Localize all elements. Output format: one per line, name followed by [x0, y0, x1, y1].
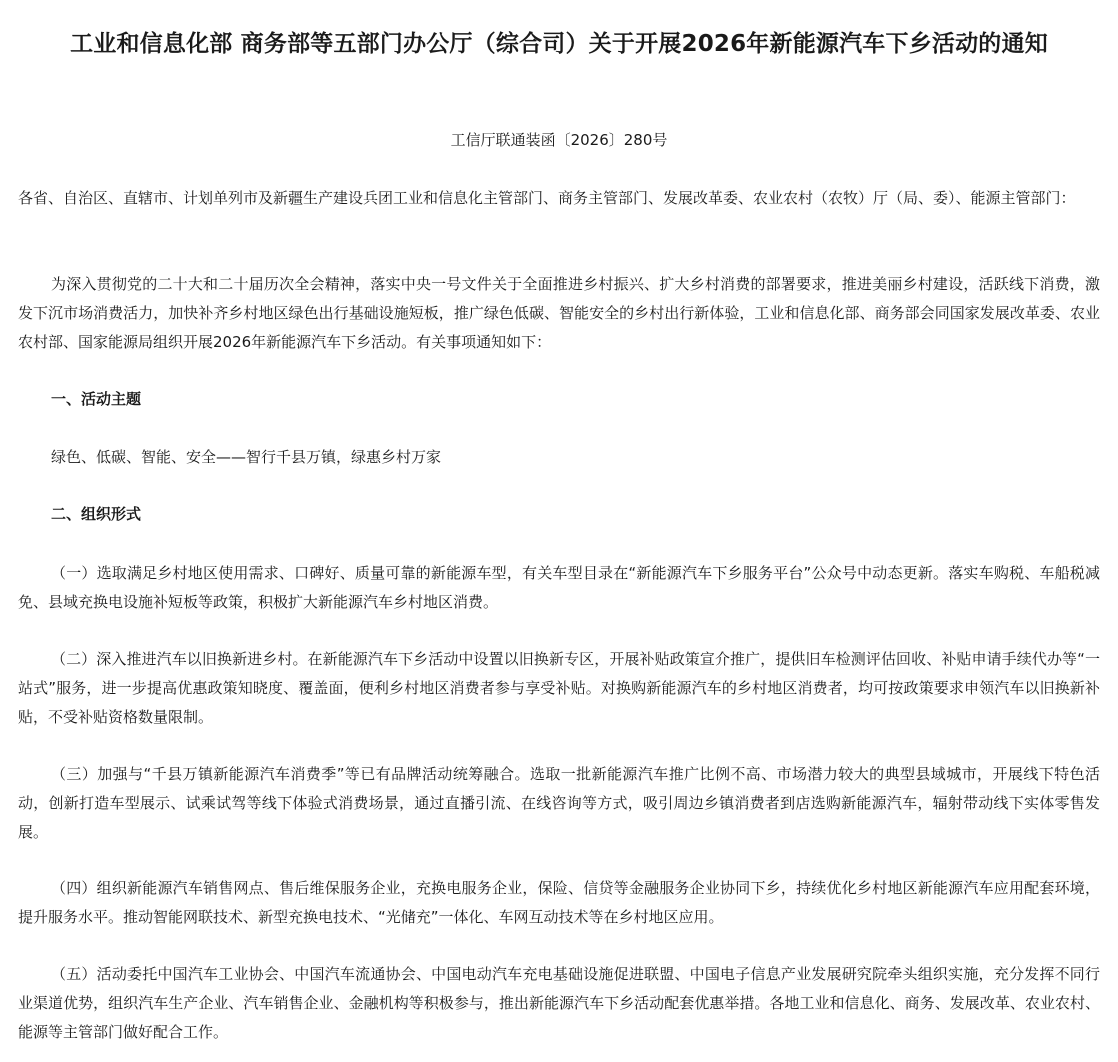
section-2-item-1: （一）选取满足乡村地区使用需求、口碑好、质量可靠的新能源车型，有关车型目录在“新能源汽车下乡服务平台”公众号中动态更新。落实车购税、车船税减免、县域充换电设施补短板等政策，积极扩大新能源汽车乡村地区消费。	[18, 564, 1100, 611]
section-2-item-4: （四）组织新能源汽车销售网点、售后维保服务企业，充换电服务企业，保险、信贷等金融服务企业协同下乡，持续优化乡村地区新能源汽车应用配套环境，提升服务水平。推动智能网联技术、新型充换电技术、“光储充”一体化、车网互动技术等在乡村地区应用。	[18, 879, 1100, 926]
intro-paragraph: 为深入贯彻党的二十大和二十届历次全会精神，落实中央一号文件关于全面推进乡村振兴、扩大乡村消费的部署要求，推进美丽乡村建设，活跃线下消费，激发下沉市场消费活力，加快补齐乡村地区绿色出行基础设施短板，推广绿色低碳、智能安全的乡村出行新体验，工业和信息化部、商务部会同国家发展改革委、农业农村部、国家能源局组织开展2026年新能源汽车下乡活动。有关事项通知如下：	[18, 275, 1100, 351]
document-number: 工信厅联通装函〔2026〕280号	[450, 131, 668, 149]
document-title: 工业和信息化部 商务部等五部门办公厅（综合司）关于开展2026年新能源汽车下乡活动的通知	[70, 31, 1048, 57]
section-2-item-2: （二）深入推进汽车以旧换新进乡村。在新能源汽车下乡活动中设置以旧换新专区，开展补贴政策宣介推广，提供旧车检测评估回收、补贴申请手续代办等“一站式”服务，进一步提高优惠政策知晓度、覆盖面，便利乡村地区消费者参与享受补贴。对换购新能源汽车的乡村地区消费者，均可按政策要求申领汽车以旧换新补贴，不受补贴资格数量限制。	[18, 650, 1100, 726]
section-1-heading: 一、活动主题	[51, 390, 142, 408]
section-1-text: 绿色、低碳、智能、安全——智行千县万镇，绿惠乡村万家	[51, 448, 442, 466]
addressee-paragraph: 各省、自治区、直辖市、计划单列市及新疆生产建设兵团工业和信息化主管部门、商务主管部门、发展改革委、农业农村（农牧）厅（局、委）、能源主管部门：	[18, 189, 1076, 207]
section-2-heading: 二、组织形式	[51, 505, 142, 523]
section-2-item-5: （五）活动委托中国汽车工业协会、中国汽车流通协会、中国电动汽车充电基础设施促进联盟、中国电子信息产业发展研究院牵头组织实施，充分发挥不同行业渠道优势，组织汽车生产企业、汽车销售企业、金融机构等积极参与，推出新能源汽车下乡活动配套优惠举措。各地工业和信息化、商务、发展改革、农业农村、能源等主管部门做好配合工作。	[18, 965, 1100, 1041]
section-2-item-3: （三）加强与“千县万镇新能源汽车消费季”等已有品牌活动统筹融合。选取一批新能源汽车推广比例不高、市场潜力较大的典型县域城市，开展线下特色活动，创新打造车型展示、试乘试驾等线下体验式消费场景，通过直播引流、在线咨询等方式，吸引周边乡镇消费者到店选购新能源汽车，辐射带动线下实体零售发展。	[18, 765, 1100, 841]
